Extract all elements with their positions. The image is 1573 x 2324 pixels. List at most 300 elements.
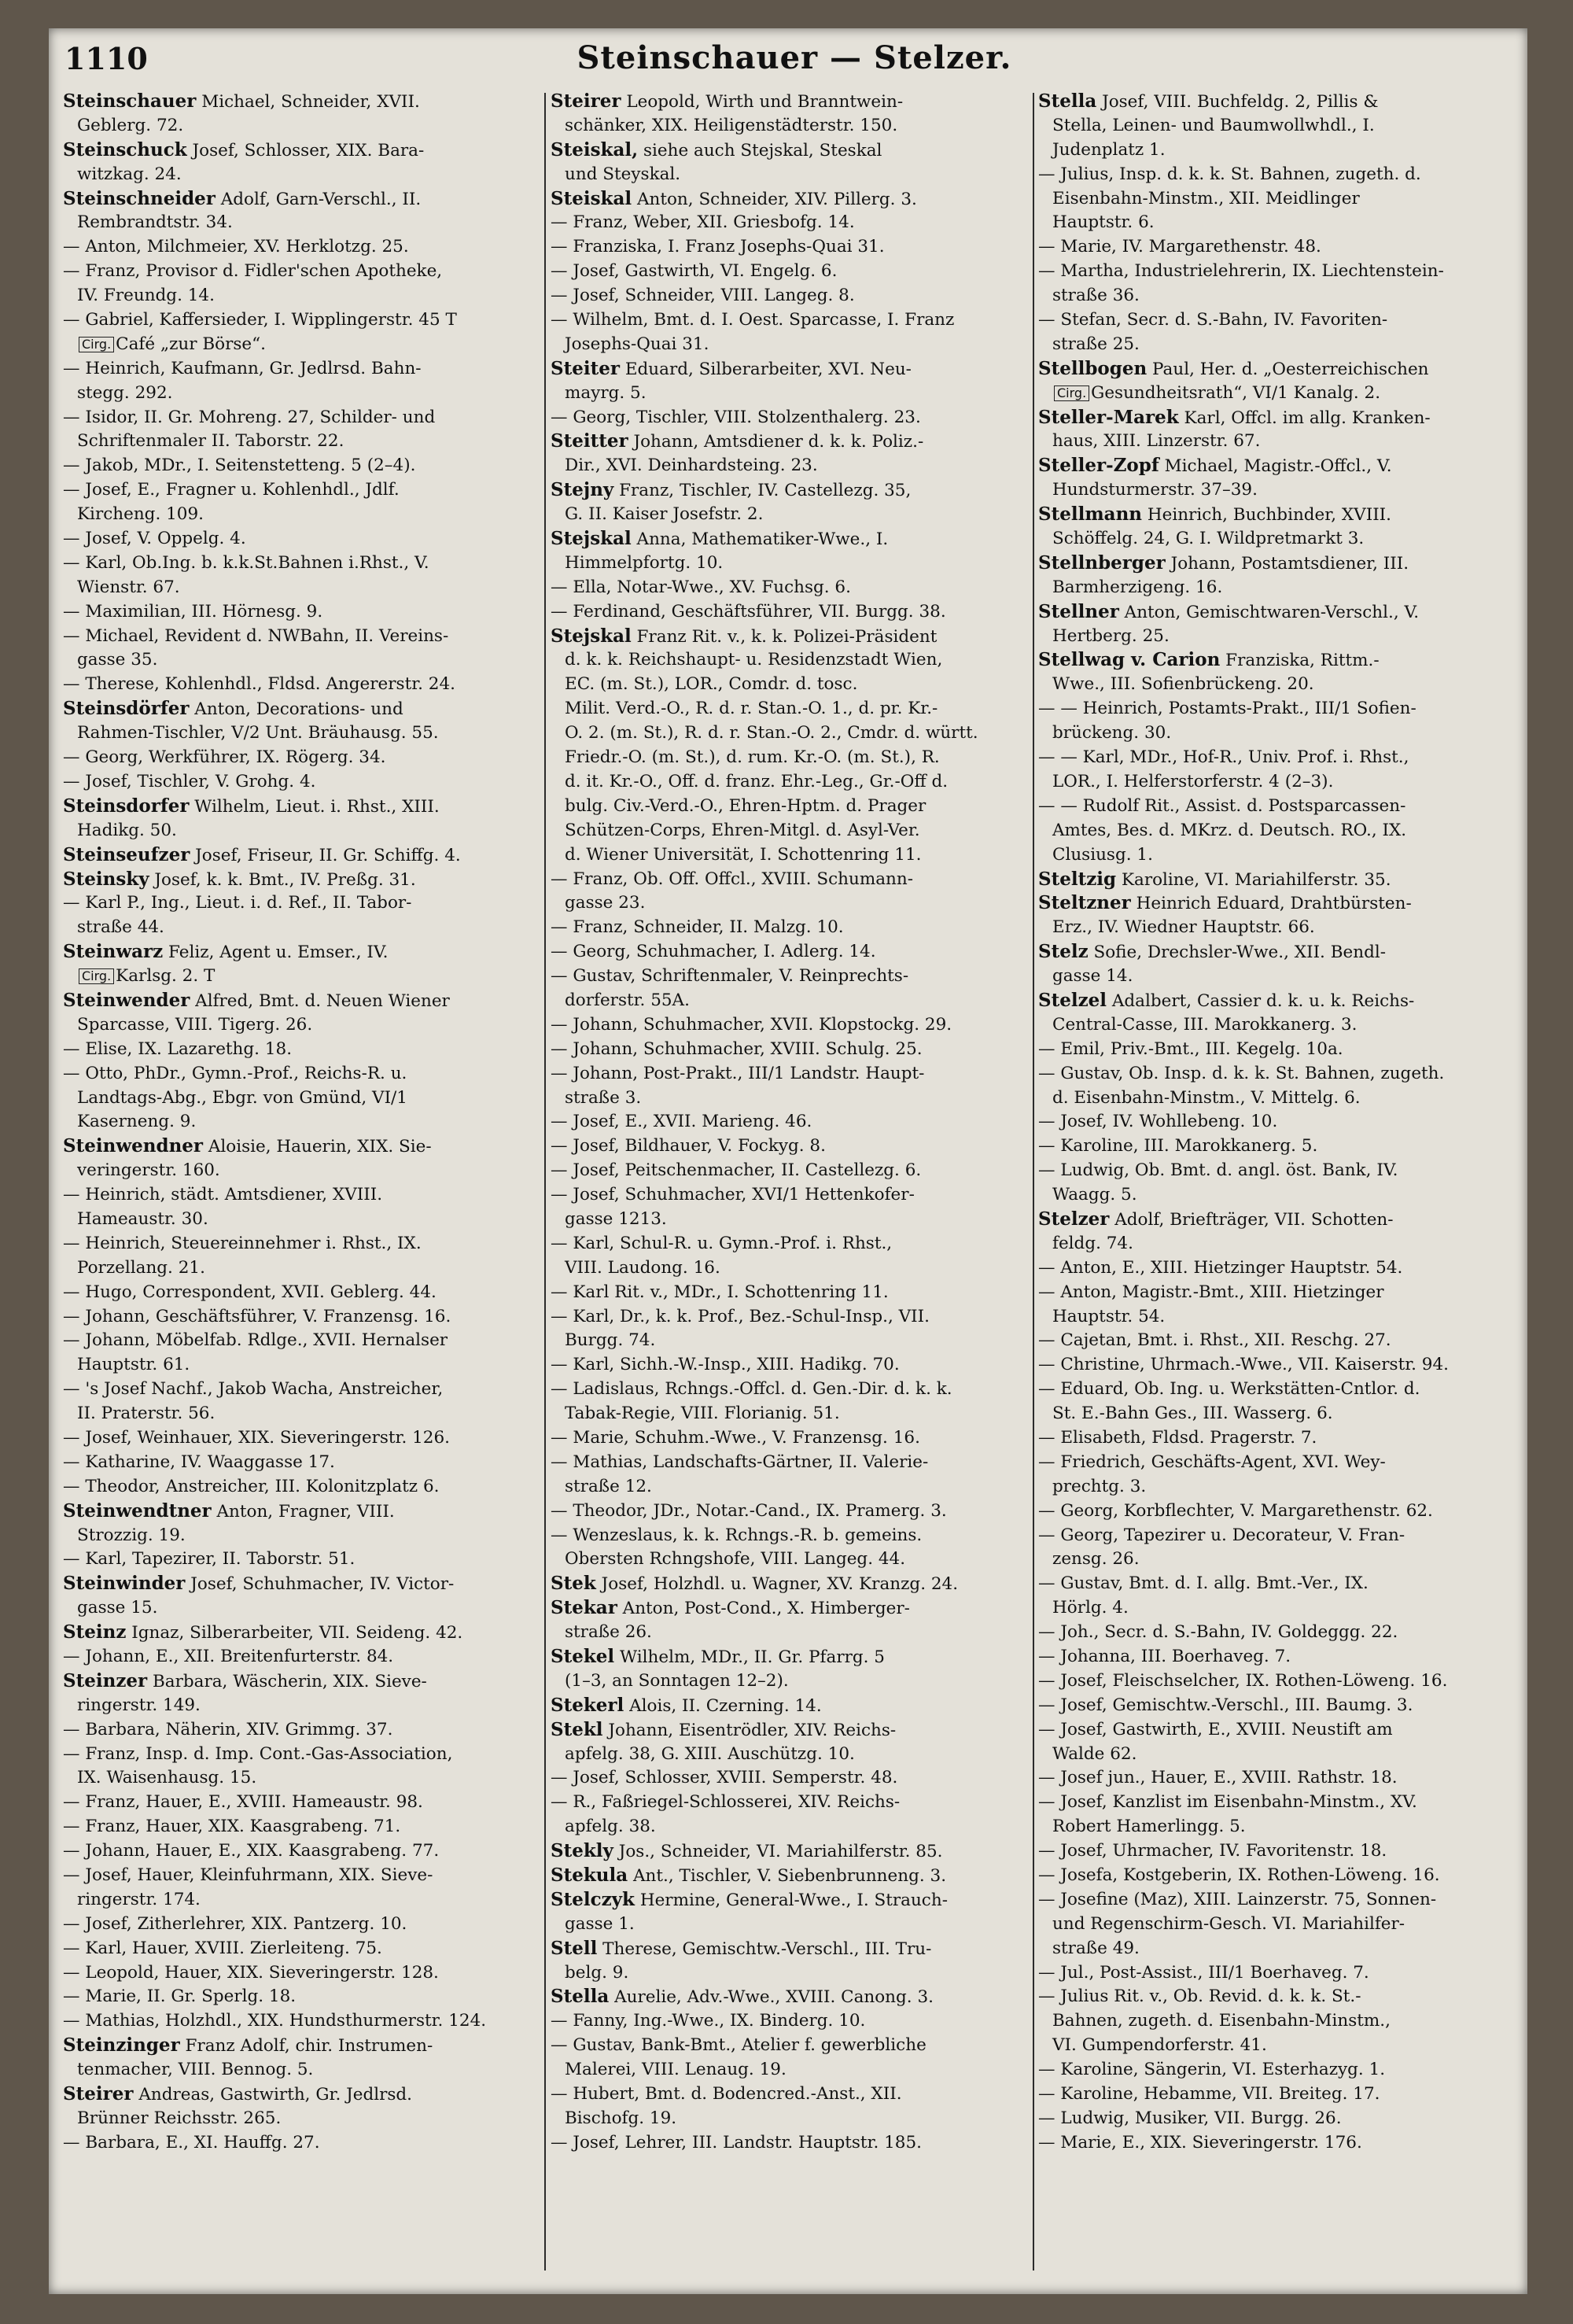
entry-text: — Karl P., Ing., Lieut. i. d. Ref., II. Tabor- — [63, 893, 412, 913]
entry-text: Feliz, Agent u. Emser., IV. — [163, 943, 389, 963]
entry-text: IV. Freundg. 14. — [77, 286, 215, 306]
entry-line — [551, 1985, 1032, 2009]
entry-surname: Stejny — [551, 479, 614, 501]
entry-continuation — [63, 478, 544, 503]
entry-continuation — [551, 382, 1032, 406]
entry-text: — Theodor, Anstreicher, III. Kolonitzplatz 6. — [63, 1476, 440, 1496]
entry-text: St. E.-Bahn Ges., III. Wasserg. 6. — [1052, 1404, 1333, 1424]
entry-continuation — [1038, 1524, 1523, 1548]
entry-text: Wwe., III. Sofienbrückeng. 20. — [1052, 674, 1314, 695]
entry-text: gasse 35. — [77, 650, 158, 670]
entry-line — [551, 1718, 1032, 1743]
entry-continuation — [1038, 1645, 1523, 1669]
entry-continuation — [551, 746, 1032, 770]
entry-text: — Josefa, Kostgeberin, IX. Rothen-Löweng. 16. — [1038, 1865, 1440, 1886]
entry-line — [63, 90, 544, 114]
entry-continuation — [551, 1815, 1032, 1839]
entry-text: Anton, Fragner, VIII. — [211, 1501, 395, 1522]
entry-text: Franz Adolf, chir. Instrumen- — [179, 2036, 433, 2057]
entry-text: — Ferdinand, Geschäftsführer, VII. Burgg. 38. — [551, 601, 946, 622]
entry-continuation — [63, 891, 544, 916]
entry-text: — Ella, Notar-Wwe., XV. Fuchsg. 6. — [551, 577, 851, 597]
entry-continuation — [1038, 2107, 1523, 2131]
entry-text: stegg. 292. — [77, 382, 173, 403]
entry-continuation — [1038, 211, 1523, 235]
entry-text: — Johann, Schuhmacher, XVIII. Schulg. 25. — [551, 1038, 923, 1059]
entry-text: straße 26. — [565, 1622, 652, 1643]
entry-text: Stella, Leinen- und Baumwollwhdl., I. — [1052, 115, 1375, 135]
column-2 — [551, 90, 1032, 2274]
entry-text: Josef, Friseur, II. Gr. Schiffg. 4. — [190, 845, 461, 865]
entry-text: Himmelpfortg. 10. — [565, 552, 724, 573]
entry-text: Rahmen-Tischler, V/2 Unt. Bräuhausg. 55. — [77, 723, 439, 743]
entry-continuation — [63, 454, 544, 478]
entry-continuation — [551, 819, 1032, 843]
entry-text: Wilhelm, Lieut. i. Rhst., XIII. — [189, 796, 440, 817]
entry-continuation — [1038, 1281, 1523, 1305]
entry-continuation — [1038, 721, 1523, 746]
entry-line — [551, 1694, 1032, 1718]
entry-text: — Anton, Magistr.-Bmt., XIII. Hietzinger — [1038, 1282, 1384, 1302]
entry-text: — Johann, Möbelfab. Rdlge., XVII. Hernalser — [63, 1330, 448, 1351]
entry-surname: Stelzer — [1038, 1208, 1110, 1230]
entry-continuation — [63, 1985, 544, 2009]
column-divider — [1033, 93, 1034, 2271]
entry-continuation — [551, 795, 1032, 819]
entry-text: d. Wiener Universität, I. Schottenring 11. — [565, 844, 922, 865]
entry-text: Anna, Mathematiker-Wwe., I. — [631, 529, 889, 550]
entry-continuation — [63, 746, 544, 770]
entry-text: Leopold, Wirth und Branntwein- — [621, 92, 904, 112]
entry-text: Kaserneng. 9. — [77, 1112, 197, 1132]
entry-continuation — [63, 1208, 544, 1232]
entry-continuation — [551, 1159, 1032, 1183]
entry-surname: Stekula — [551, 1865, 628, 1887]
entry-text: straße 12. — [565, 1476, 652, 1496]
entry-text: — Marie, Schuhm.-Wwe., V. Franzensg. 16. — [551, 1427, 920, 1448]
entry-text: — Karl, Ob.Ing. b. k.k.St.Bahnen i.Rhst., V. — [63, 552, 429, 573]
entry-continuation — [63, 965, 544, 989]
entry-text: Aloisie, Hauerin, XIX. Sie- — [203, 1137, 432, 1157]
entry-line — [63, 989, 544, 1013]
entry-surname: Steinschauer — [63, 90, 197, 112]
entry-text: Jos., Schneider, VI. Mariahilferstr. 85. — [613, 1842, 943, 1862]
entry-continuation — [1038, 1426, 1523, 1451]
entry-continuation — [551, 1791, 1032, 1815]
entry-surname: Stek — [551, 1573, 596, 1595]
entry-text: Hameaustr. 30. — [77, 1208, 208, 1229]
entry-text: Hermine, General-Wwe., I. Strauch- — [634, 1890, 948, 1910]
entry-continuation — [551, 114, 1032, 138]
entry-line — [63, 843, 544, 868]
entry-text: — Georg, Werkführer, IX. Rögerg. 34. — [63, 747, 386, 768]
page-header — [64, 38, 1524, 85]
entry-continuation — [63, 1743, 544, 1767]
entry-text: Josef, Schlosser, XIX. Bara- — [186, 140, 425, 160]
entry-continuation — [63, 1937, 544, 1961]
entry-continuation — [1038, 1086, 1523, 1111]
entry-text: — Franz, Hauer, XIX. Kaasgrabeng. 71. — [63, 1817, 401, 1837]
entry-text: Franz, Tischler, IV. Castellezg. 35, — [613, 481, 912, 501]
entry-text: — Heinrich, städt. Amtsdiener, XVIII. — [63, 1185, 383, 1205]
entry-continuation — [63, 114, 544, 138]
entry-continuation — [1038, 1961, 1523, 1986]
entry-continuation — [1038, 795, 1523, 819]
entry-surname: Steinsdörfer — [63, 698, 190, 720]
entry-surname: Steinwender — [63, 989, 190, 1011]
entry-continuation — [551, 2034, 1032, 2058]
column-divider — [544, 93, 546, 2271]
entry-text: — Josef, E., XVII. Marieng. 46. — [551, 1112, 812, 1132]
entry-text: Hauptstr. 54. — [1052, 1306, 1166, 1326]
entry-continuation — [63, 1062, 544, 1086]
entry-continuation — [63, 1766, 544, 1791]
entry-text: und Regenschirm-Gesch. VI. Mariahilfer- — [1052, 1913, 1405, 1934]
entry-text: Barmherzigeng. 16. — [1052, 577, 1223, 597]
entry-continuation — [551, 673, 1032, 697]
entry-text: Franz Rit. v., k. k. Polizei-Präsident — [631, 626, 938, 647]
entry-continuation — [1038, 284, 1523, 308]
entry-text: straße 44. — [77, 917, 164, 938]
entry-continuation — [1038, 1815, 1523, 1839]
entry-continuation — [63, 235, 544, 260]
entry-continuation — [551, 770, 1032, 795]
entry-continuation — [1038, 1766, 1523, 1791]
entry-line — [551, 1888, 1032, 1913]
entry-continuation — [1038, 1913, 1523, 1937]
entry-continuation — [63, 819, 544, 843]
entry-continuation — [63, 1888, 544, 1913]
entry-text: — Karl Rit. v., MDr., I. Schottenring 11. — [551, 1282, 889, 1302]
entry-surname: Stella — [1038, 90, 1097, 112]
entry-continuation — [63, 503, 544, 527]
entry-text: — Josef, Schlosser, XVIII. Semperstr. 48. — [551, 1768, 898, 1788]
entry-line — [63, 868, 544, 892]
entry-continuation — [551, 1743, 1032, 1767]
entry-line — [63, 187, 544, 212]
entry-continuation — [1038, 1864, 1523, 1888]
entry-continuation — [63, 1110, 544, 1134]
entry-text: — Josefine (Maz), XIII. Lainzerstr. 75, Sonnen- — [1038, 1889, 1437, 1909]
entry-text: — — Heinrich, Postamts-Prakt., III/1 Sofien- — [1038, 699, 1416, 719]
entry-text: Schöffelg. 24, G. I. Wildpretmarkt 3. — [1052, 529, 1365, 549]
entry-continuation — [551, 965, 1032, 989]
entry-text: — Anton, Milchmeier, XV. Herklotzg. 25. — [63, 237, 409, 257]
entry-continuation — [63, 625, 544, 649]
entry-text: zensg. 26. — [1052, 1549, 1140, 1570]
entry-text: — Georg, Schuhmacher, I. Adlerg. 14. — [551, 942, 876, 962]
entry-surname: Steinwarz — [63, 941, 164, 963]
entry-text: — Josef, Gemischtw.-Verschl., III. Baumg. 3. — [1038, 1695, 1413, 1715]
entry-text: — Georg, Tapezirer u. Decorateur, V. Fran- — [1038, 1525, 1405, 1545]
entry-line — [63, 1134, 544, 1159]
entry-continuation — [63, 1547, 544, 1572]
entry-text: straße 36. — [1052, 286, 1140, 306]
entry-continuation — [63, 721, 544, 746]
entry-continuation — [551, 1621, 1032, 1645]
entry-continuation — [63, 1451, 544, 1475]
entry-continuation — [551, 211, 1032, 235]
entry-text: O. 2. (m. St.), R. d. r. Stan.-O. 2., Cmdr. d. württ. — [565, 723, 978, 743]
entry-text: Anton, Decorations- und — [189, 699, 403, 720]
entry-text: Anton, Post-Cond., X. Himberger- — [617, 1599, 910, 1619]
entry-continuation — [1038, 1402, 1523, 1426]
entry-text: — Josef, Gastwirth, E., XVIII. Neustift am — [1038, 1719, 1393, 1739]
entry-continuation — [1038, 308, 1523, 333]
entry-continuation — [1038, 260, 1523, 284]
entry-continuation — [63, 1839, 544, 1864]
entry-text: — Josef, Gastwirth, VI. Engelg. 6. — [551, 261, 838, 282]
entry-continuation — [1038, 333, 1523, 357]
entry-line — [1038, 90, 1523, 114]
entry-text: — Ludwig, Musiker, VII. Burgg. 26. — [1038, 2108, 1342, 2128]
entry-text: Michael, Magistr.-Offcl., V. — [1159, 456, 1392, 477]
entry-continuation — [1038, 673, 1523, 697]
entry-surname: Steinseufzer — [63, 843, 190, 865]
entry-continuation — [551, 551, 1032, 576]
entry-line — [551, 138, 1032, 163]
entry-line — [1038, 600, 1523, 625]
entry-text: — Josef, Fleischselcher, IX. Rothen-Löweng. 16. — [1038, 1670, 1448, 1691]
running-head: Steinschauer — Stelzer. — [577, 39, 1012, 76]
entry-text: d. k. k. Reichshaupt- u. Residenzstadt Wien, — [565, 650, 943, 670]
entry-continuation — [551, 940, 1032, 965]
entry-line — [1038, 551, 1523, 576]
entry-continuation — [63, 1402, 544, 1426]
entry-continuation — [1038, 965, 1523, 989]
entry-text: Alfred, Bmt. d. Neuen Wiener — [190, 990, 450, 1011]
column-1 — [63, 90, 544, 2274]
entry-surname: Steltzner — [1038, 892, 1131, 914]
entry-text: — Karoline, Hebamme, VII. Breiteg. 17. — [1038, 2084, 1380, 2105]
entry-text: — Karl, Hauer, XVIII. Zierleiteng. 75. — [63, 1938, 382, 1958]
entry-text: schänker, XIX. Heiligenstädterstr. 150. — [565, 115, 898, 135]
entry-continuation — [63, 1961, 544, 1986]
entry-continuation — [1038, 1256, 1523, 1281]
entry-text: Obersten Rchngshofe, VIII. Langeg. 44. — [565, 1549, 906, 1570]
entry-continuation — [551, 1961, 1032, 1986]
entry-line — [551, 187, 1032, 212]
entry-text: — Leopold, Hauer, XIX. Sieveringerstr. 128. — [63, 1962, 439, 1983]
entry-surname: Steirer — [63, 2083, 134, 2105]
entry-text: Walde 62. — [1052, 1743, 1137, 1764]
entry-surname: Steinwendner — [63, 1135, 204, 1157]
entry-text: straße 25. — [1052, 334, 1140, 354]
entry-text: — Christine, Uhrmach.-Wwe., VII. Kaiserstr. 94. — [1038, 1355, 1449, 1375]
entry-text: dorferstr. 55A. — [565, 990, 690, 1010]
entry-continuation — [551, 600, 1032, 625]
entry-text: Eduard, Silberarbeiter, XVI. Neu- — [619, 359, 912, 379]
entry-continuation — [551, 260, 1032, 284]
entry-continuation — [551, 1475, 1032, 1500]
entry-continuation — [551, 1038, 1032, 1062]
entry-text: — Martha, Industrielehrerin, IX. Liechtenstein- — [1038, 261, 1444, 282]
entry-continuation — [63, 1913, 544, 1937]
entry-text: Aurelie, Adv.-Wwe., XVIII. Canong. 3. — [609, 1987, 934, 2008]
entry-continuation — [551, 503, 1032, 527]
entry-continuation — [551, 163, 1032, 187]
entry-continuation — [63, 576, 544, 600]
entry-continuation — [551, 284, 1032, 308]
entry-text: — Gustav, Ob. Insp. d. k. k. St. Bahnen, zugeth. — [1038, 1063, 1445, 1083]
entry-continuation — [1038, 1694, 1523, 1718]
entry-continuation — [1038, 1596, 1523, 1621]
entry-text: Wilhelm, MDr., II. Gr. Pfarrg. 5 — [614, 1647, 885, 1667]
entry-text: Josef, k. k. Bmt., IV. Preßg. 31. — [149, 869, 416, 890]
entry-text: — Josef, Schuhmacher, XVI/1 Hettenkofer- — [551, 1185, 915, 1205]
entry-text: gasse 1213. — [565, 1208, 667, 1229]
entry-text: Wienstr. 67. — [77, 577, 180, 597]
entry-text: gasse 1. — [565, 1913, 635, 1934]
entry-continuation — [551, 721, 1032, 746]
entry-text: — Karl, Dr., k. k. Prof., Bez.-Schul-Insp., VII. — [551, 1306, 930, 1326]
entry-text: Porzellang. 21. — [77, 1257, 205, 1278]
entry-text: Heinrich, Buchbinder, XVIII. — [1142, 505, 1392, 526]
entry-continuation — [63, 1281, 544, 1305]
entry-text: — Emil, Priv.-Bmt., III. Kegelg. 10a. — [1038, 1038, 1343, 1059]
entry-continuation — [1038, 2131, 1523, 2156]
entry-surname: Steiskal, — [551, 138, 639, 160]
entry-text: — Josef, Weinhauer, XIX. Sieveringerstr. 126. — [63, 1427, 450, 1448]
entry-line — [1038, 1208, 1523, 1232]
entry-text: Franziska, Rittm.- — [1220, 651, 1380, 671]
entry-text: — Josef, Kanzlist im Eisenbahn-Minstm., XV. — [1038, 1792, 1417, 1813]
entry-continuation — [63, 382, 544, 406]
entry-text: Rembrandtstr. 34. — [77, 212, 233, 233]
entry-continuation — [63, 673, 544, 697]
entry-line — [63, 1500, 544, 1524]
entry-text: — Franz, Schneider, II. Malzg. 10. — [551, 917, 844, 938]
entry-continuation — [551, 1232, 1032, 1256]
telephone-stamp: Cirg. — [1054, 385, 1089, 401]
entry-text: Hauptstr. 6. — [1052, 212, 1155, 233]
entry-surname: Stelczyk — [551, 1888, 635, 1910]
entry-text: — Hugo, Correspondent, XVII. Geblerg. 44. — [63, 1282, 437, 1302]
entry-continuation — [63, 1815, 544, 1839]
entry-text: — Franz, Ob. Off. Offcl., XVIII. Schumann- — [551, 869, 913, 889]
entry-text: Sparcasse, VIII. Tigerg. 26. — [77, 1014, 313, 1035]
entry-surname: Stelz — [1038, 941, 1089, 963]
entry-surname: Steinzinger — [63, 2034, 180, 2057]
entry-text: Josef, VIII. Buchfeldg. 2, Pillis & — [1096, 92, 1379, 112]
entry-text: Schützen-Corps, Ehren-Mitgl. d. Asyl-Ver. — [565, 820, 920, 840]
entry-line — [551, 430, 1032, 454]
entry-text: — Wilhelm, Bmt. d. I. Oest. Sparcasse, I. Franz — [551, 310, 955, 330]
entry-text: — Ladislaus, Rchngs.-Offcl. d. Gen.-Dir. d. k. k. — [551, 1379, 952, 1400]
entry-surname: Stellmann — [1038, 504, 1143, 526]
entry-continuation — [63, 1378, 544, 1402]
entry-continuation — [1038, 2034, 1523, 2058]
entry-text: Robert Hamerlingg. 5. — [1052, 1817, 1246, 1837]
entry-text: Kircheng. 109. — [77, 504, 204, 525]
entry-continuation — [551, 1378, 1032, 1402]
entry-line — [551, 527, 1032, 551]
entry-continuation — [1038, 1718, 1523, 1743]
entry-text: mayrg. 5. — [565, 382, 647, 403]
entry-text: — Therese, Kohlenhdl., Fldsd. Angererstr. 24. — [63, 674, 455, 695]
entry-text: — Gustav, Bmt. d. I. allg. Bmt.-Ver., IX. — [1038, 1573, 1369, 1594]
entry-text: Amtes, Bes. d. MKrz. d. Deutsch. RO., IX. — [1052, 820, 1407, 840]
entry-text: Geblerg. 72. — [77, 115, 184, 135]
entry-continuation — [63, 333, 544, 357]
entry-continuation — [551, 2082, 1032, 2107]
entry-text: — Josef, Zitherlehrer, XIX. Pantzerg. 10. — [63, 1913, 407, 1934]
entry-continuation — [63, 1864, 544, 1888]
entry-continuation — [551, 2131, 1032, 2156]
entry-line — [551, 1572, 1032, 1596]
entry-text: — Karoline, III. Marokkanerg. 5. — [1038, 1136, 1318, 1156]
entry-continuation — [551, 1183, 1032, 1208]
entry-surname: Steiskal — [551, 187, 632, 209]
entry-line — [1038, 940, 1523, 965]
entry-line — [1038, 868, 1523, 892]
entry-continuation — [1038, 1547, 1523, 1572]
entry-line — [1038, 357, 1523, 382]
entry-line — [551, 1839, 1032, 1864]
entry-text: — Josef, E., Fragner u. Kohlenhdl., Jdlf. — [63, 480, 400, 500]
entry-continuation — [1038, 1500, 1523, 1524]
entry-continuation — [1038, 1572, 1523, 1596]
entry-continuation — [551, 1110, 1032, 1134]
entry-continuation — [63, 2009, 544, 2034]
entry-continuation — [63, 1596, 544, 1621]
entry-text: Strozzig. 19. — [77, 1525, 186, 1545]
entry-continuation — [551, 2009, 1032, 2034]
entry-text: — Jakob, MDr., I. Seitenstetteng. 5 (2–4). — [63, 456, 416, 476]
entry-text: Josephs-Quai 31. — [565, 334, 709, 354]
entry-continuation — [63, 1426, 544, 1451]
entry-continuation — [1038, 1232, 1523, 1256]
entry-text: apfelg. 38. — [565, 1817, 656, 1837]
entry-line — [551, 1596, 1032, 1621]
entry-text: Johann, Amtsdiener d. k. k. Poliz.- — [628, 432, 924, 452]
entry-continuation — [63, 357, 544, 382]
entry-text: — Heinrich, Steuereinnehmer i. Rhst., IX. — [63, 1233, 422, 1253]
entry-continuation — [63, 1718, 544, 1743]
entry-surname: Steinsky — [63, 868, 149, 890]
entry-text: Bahnen, zugeth. d. Eisenbahn-Minstm., — [1052, 2011, 1391, 2031]
entry-surname: Stejskal — [551, 528, 632, 550]
entry-text: veringerstr. 160. — [77, 1160, 220, 1181]
entry-continuation — [63, 430, 544, 454]
entry-continuation — [1038, 1134, 1523, 1159]
entry-continuation — [63, 1159, 544, 1183]
entry-continuation — [63, 648, 544, 673]
entry-continuation — [551, 1547, 1032, 1572]
entry-continuation — [551, 1256, 1032, 1281]
entry-text: — Franziska, I. Franz Josephs-Quai 31. — [551, 237, 885, 257]
entry-continuation — [63, 1475, 544, 1500]
entry-continuation — [63, 1305, 544, 1330]
entry-line — [1038, 454, 1523, 478]
entry-line — [63, 1669, 544, 1694]
entry-continuation — [551, 1305, 1032, 1330]
entry-line — [63, 138, 544, 163]
entry-continuation — [551, 916, 1032, 940]
entry-continuation — [1038, 697, 1523, 721]
entry-text: Josef, Holzhdl. u. Wagner, XV. Kranzg. 24. — [595, 1574, 959, 1595]
entry-continuation — [551, 235, 1032, 260]
entry-continuation — [551, 1426, 1032, 1451]
entry-surname: Stellnberger — [1038, 551, 1166, 574]
entry-continuation — [63, 1038, 544, 1062]
entry-continuation — [1038, 1159, 1523, 1183]
entry-text: — Josef, Hauer, Kleinfuhrmann, XIX. Sieve- — [63, 1865, 433, 1886]
entry-text: prechtg. 3. — [1052, 1476, 1147, 1496]
entry-continuation — [1038, 187, 1523, 212]
entry-continuation — [551, 1451, 1032, 1475]
entry-text: — Josef, IV. Wohllebeng. 10. — [1038, 1112, 1278, 1132]
